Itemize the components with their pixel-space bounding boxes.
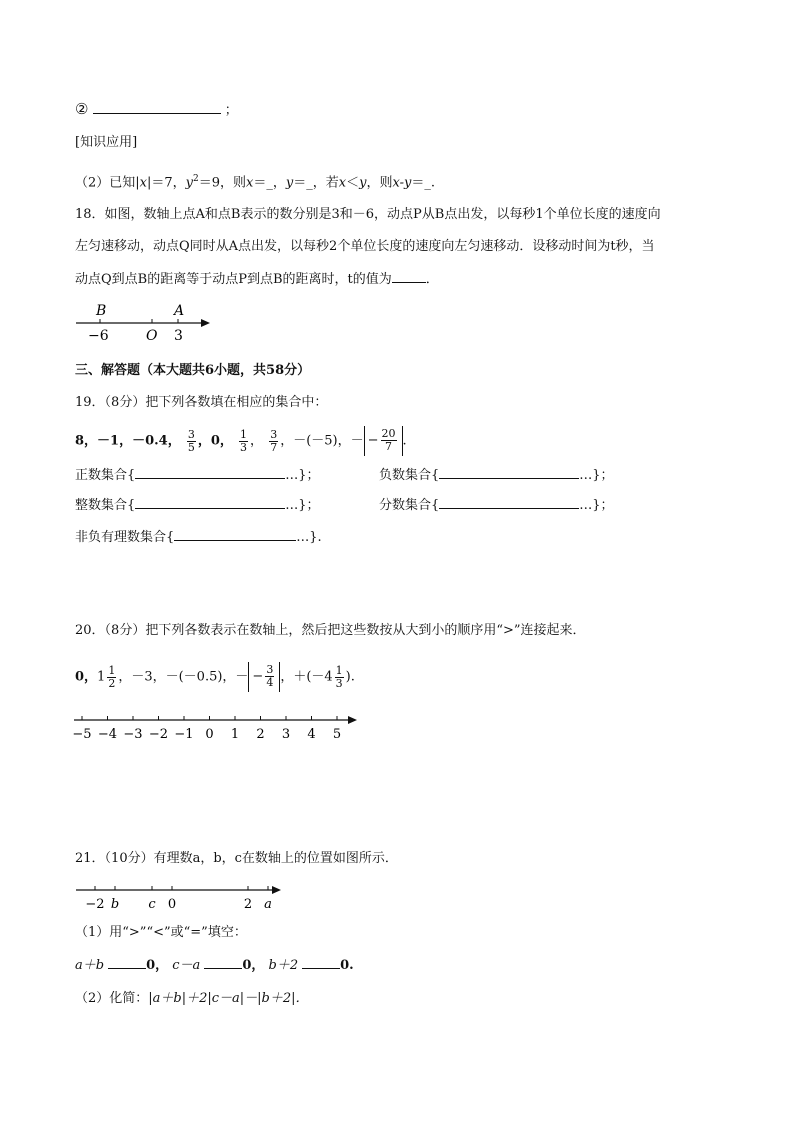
q19-frac3: [269, 429, 278, 454]
q20-tick-label: −5: [72, 727, 92, 742]
q18-arrow: [201, 319, 210, 327]
set-nonneg-blank[interactable]: [174, 528, 296, 541]
lt-sign: ＜: [346, 175, 360, 191]
set-nonneg-end: …}.: [296, 530, 322, 545]
q21-number-line: [70, 878, 290, 914]
q19-frac2: [239, 429, 248, 454]
frac1-den: 5: [187, 440, 195, 454]
q18-line3b: ．: [425, 272, 439, 287]
set-positive-blank[interactable]: [135, 466, 285, 479]
part2-t2: |＝7，: [147, 175, 186, 191]
q21-tick-label: b: [110, 897, 120, 912]
part2-t7: ＝_.: [411, 175, 435, 191]
q19-frac1: [187, 429, 196, 454]
q19-set-nonneg: [75, 528, 322, 547]
part2-num: （2）: [75, 175, 110, 191]
frac2-den: 3: [240, 440, 248, 454]
q20-stem: 20．（8分）把下列各数表示在数轴上，然后把这些数按从大到小的顺序用“>”连接起来．: [75, 623, 586, 638]
part2-t6: ，则: [366, 175, 393, 191]
set-fraction-end: …}；: [579, 498, 614, 513]
q18-line3: [75, 270, 439, 289]
mixed1-num: 1: [108, 663, 116, 677]
var-x2: x: [246, 175, 254, 191]
q21-tick-label: −2: [85, 897, 105, 912]
q18-val-b: −6: [88, 328, 109, 344]
q20-tick-label: 0: [205, 727, 214, 742]
item2-end: ；: [224, 103, 238, 118]
q21-tick-label: 0: [167, 897, 177, 912]
q20-number-line: [70, 708, 370, 744]
q18-line3a: 动点Q到点B的距离等于动点P到点B的距离时，t的值为: [75, 272, 392, 287]
set-negative-end: …}；: [579, 468, 614, 483]
part2-t1: 已知|: [109, 175, 140, 191]
q18-label-b: B: [96, 303, 107, 319]
var-x3: x: [338, 175, 347, 191]
q20-tick-label: 5: [332, 727, 342, 742]
frac4-num: 20: [381, 427, 396, 440]
q21-part2: [75, 990, 309, 1008]
expr3: b＋2: [268, 958, 299, 973]
q19-set-negative: [379, 466, 614, 485]
var-y: y: [185, 175, 194, 191]
q19-set-fraction: [379, 496, 614, 515]
abs-inner-minus: −: [367, 433, 379, 448]
q18-number-line: [70, 298, 220, 346]
q20-tick-label: 2: [256, 727, 265, 742]
q19-abs: [364, 426, 403, 456]
set-positive-label: 正数集合{: [75, 468, 136, 483]
q21-tick-label: c: [148, 897, 156, 912]
item2-line: [75, 100, 238, 120]
expr3-blank[interactable]: [302, 956, 340, 969]
part2-label: （2）化简：: [75, 991, 149, 1006]
item2-blank[interactable]: [93, 101, 221, 114]
part2-expr: |a＋b|＋2|c－a|－|b＋2|．: [148, 991, 309, 1006]
q20-frac1-den: 4: [266, 676, 274, 689]
q20-nums-d: ).: [345, 669, 355, 685]
section-tag: [知识应用]: [75, 135, 138, 150]
set-nonneg-label: 非负有理数集合{: [75, 530, 175, 545]
set-fraction-blank[interactable]: [439, 496, 579, 509]
q20-tick-label: 1: [230, 727, 240, 742]
q19-nums-a: 8，－1，－0.4，: [75, 433, 181, 449]
q21-blanks-line: [75, 956, 354, 975]
q18-line2: 左匀速移动，动点Q同时从A点出发，以每秒2个单位长度的速度向左匀速移动．设移动时间为t秒，当: [75, 239, 655, 254]
q19-frac4: [381, 428, 397, 453]
q20-arrow: [348, 716, 357, 724]
set-fraction-label: 分数集合{: [379, 498, 440, 513]
expr2: c－a: [172, 958, 201, 973]
sup-2: 2: [193, 174, 199, 184]
q21-tick-label: a: [264, 897, 272, 912]
q19-nums-c: ，: [250, 433, 264, 449]
var-x: x: [139, 175, 148, 191]
set-integer-blank[interactable]: [135, 496, 285, 509]
expr3-zero: 0.: [340, 958, 354, 973]
q18-label-a: A: [174, 303, 185, 319]
q19-nums-e: .: [402, 433, 407, 449]
q19-nums-d: ，－(－5)，－: [280, 433, 364, 449]
part2-t5: ＝_，若: [293, 175, 339, 191]
q20-tick-label: −4: [97, 727, 118, 742]
q20-nums: [75, 662, 355, 693]
q18-line1: 18．如图，数轴上点A和点B表示的数分别是3和－6，动点P从B点出发，以每秒1个单位长度的速度向: [75, 207, 661, 222]
set-integer-label: 整数集合{: [75, 498, 136, 513]
q20-nums-c: ，＋(－4: [280, 669, 333, 685]
frac2-num: 1: [240, 427, 248, 441]
frac4-den: 7: [385, 440, 393, 453]
q19-set-integer: [75, 496, 320, 515]
q19-stem: 19．（8分）把下列各数填在相应的集合中：: [75, 395, 328, 410]
q21-part1: （1）用“>”“<”或“=”填空：: [75, 925, 247, 940]
q20-tick-label: 3: [281, 727, 291, 742]
q20-tick-label: −2: [148, 727, 169, 742]
part2-t3: ＝9，则: [198, 175, 247, 191]
q20-frac2-num: 1: [335, 663, 343, 677]
q18-val-a: 3: [174, 328, 183, 344]
set-negative-label: 负数集合{: [379, 468, 440, 483]
q20-frac1-num: 3: [266, 663, 274, 676]
set-negative-blank[interactable]: [439, 466, 579, 479]
expr2-blank[interactable]: [204, 956, 242, 969]
q20-abs: [248, 662, 280, 692]
q20-abs-minus: −: [252, 669, 264, 684]
expr1-blank[interactable]: [108, 956, 146, 969]
q21-arrow: [272, 886, 281, 894]
q20-nums-a: 0，: [75, 669, 98, 685]
expr1-zero: 0，: [146, 958, 169, 973]
mixed1-den: 2: [108, 676, 116, 690]
set-integer-end: …}；: [285, 498, 320, 513]
part2-t4: ＝_，: [253, 175, 286, 191]
q20-nums-b: ，－3，－(－0.5)，－: [118, 669, 249, 685]
q20-frac2-den: 3: [335, 676, 343, 690]
q18-label-o: O: [146, 328, 158, 344]
q20-mixed1-frac: [107, 665, 116, 690]
q20-tick-label: 4: [307, 727, 316, 742]
mixed1-whole: 1: [97, 669, 106, 685]
q20-frac2: [335, 665, 344, 690]
q18-answer-blank[interactable]: [392, 270, 426, 283]
q19-nums: [75, 426, 407, 457]
expr1: a＋b: [75, 958, 105, 973]
q21-tick-label: 2: [243, 897, 253, 912]
part2-line: [75, 170, 435, 192]
var-y3: y: [359, 175, 367, 191]
q19-set-positive: [75, 466, 320, 485]
q20-tick-label: −1: [174, 727, 194, 742]
item2-marker: ②: [75, 100, 89, 118]
frac3-den: 7: [270, 440, 278, 454]
expr2-zero: 0，: [242, 958, 265, 973]
set-positive-end: …}；: [285, 468, 320, 483]
q19-nums-b: ，0，: [197, 433, 233, 449]
section3-title: 三、解答题（本大题共6小题，共58分）: [75, 363, 311, 378]
q20-frac1: [265, 664, 274, 689]
q21-stem: 21．（10分）有理数a，b，c在数轴上的位置如图所示．: [75, 851, 398, 866]
q20-tick-label: −3: [123, 727, 143, 742]
frac1-num: 3: [187, 427, 195, 441]
var-y2: y: [285, 175, 294, 191]
var-xy: x-y: [392, 175, 412, 191]
frac3-num: 3: [270, 427, 278, 441]
